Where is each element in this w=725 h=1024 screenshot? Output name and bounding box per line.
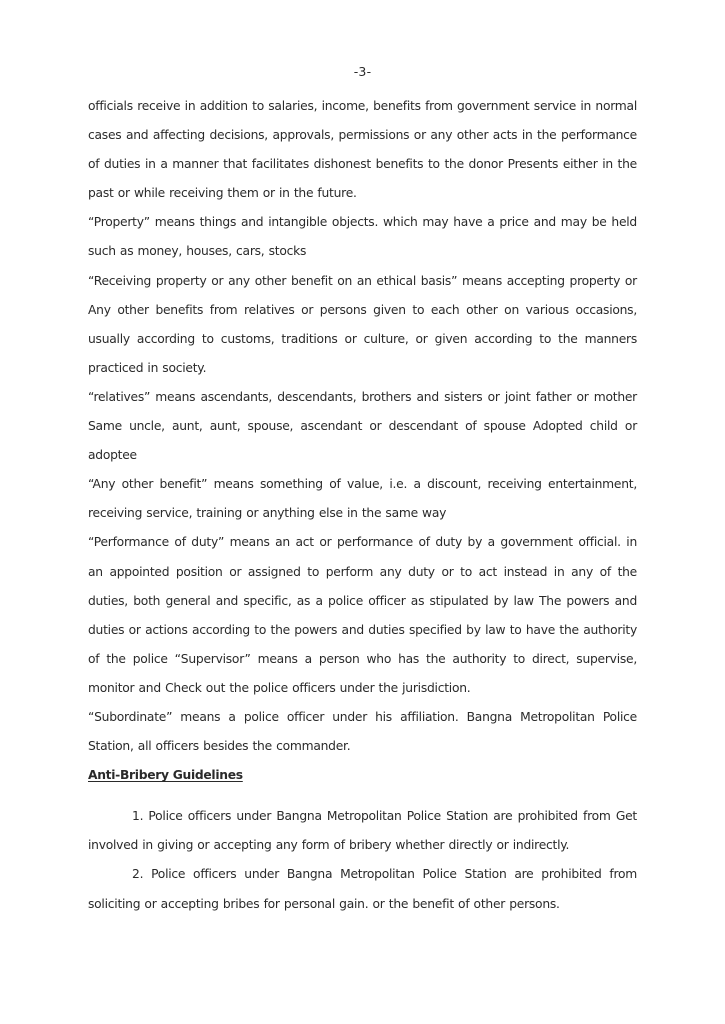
definition-performance-of-duty: “Performance of duty” means an act or performance of duty by a government official. in an appointed position or assigned to perform any duty or to act instead in any of the duties, both general and specific, as a police officer as stipulated by law The powers and duties or actions according to the powers and duties specified by law to have the authority of the police “Supervisor” means a person who has the authority to direct, supervise, monitor and Check out the police officers under the jurisdiction. <box>88 535 637 695</box>
definition-subordinate: “Subordinate” means a police officer under his affiliation. Bangna Metropolitan Police Station, all officers besides the commander. <box>88 709 637 754</box>
guideline-item: 1. Police officers under Bangna Metropolitan Police Station are prohibited from Get involved in giving or accepting any form of bribery whether directly or indirectly. <box>88 809 637 853</box>
definition-other-benefit: “Any other benefit” means something of value, i.e. a discount, receiving entertainment, receiving service, training or anything else in the same way <box>88 477 637 521</box>
section-heading-anti-bribery: Anti-Bribery Guidelines <box>88 768 243 783</box>
document-body <box>88 92 637 919</box>
section-spacer <box>88 790 637 802</box>
definition-property: “Property” means things and intangible objects. which may have a price and may be held such as money, houses, cars, stocks <box>88 215 637 259</box>
page-number: -3- <box>353 64 372 79</box>
definition-relatives: “relatives” means ascendants, descendants, brothers and sisters or joint father or mother Same uncle, aunt, aunt, spouse, ascendant or descendant of spouse Adopted child or adoptee <box>88 389 637 463</box>
paragraph-officials-continued: officials receive in addition to salaries, income, benefits from government service in normal cases and affecting decisions, approvals, permissions or any other acts in the performance of duties in a manner that facilitates dishonest benefits to the donor Presents either in the past or while receiving them or in the future. <box>88 99 637 201</box>
guideline-item: 2. Police officers under Bangna Metropolitan Police Station are prohibited from soliciting or accepting bribes for personal gain. or the benefit of other persons. <box>88 867 637 911</box>
definition-ethical-receiving: “Receiving property or any other benefit on an ethical basis” means accepting property or Any other benefits from relatives or persons given to each other on various occasions, usually according to customs, traditions or culture, or given according to the manners practiced in society. <box>88 273 637 375</box>
